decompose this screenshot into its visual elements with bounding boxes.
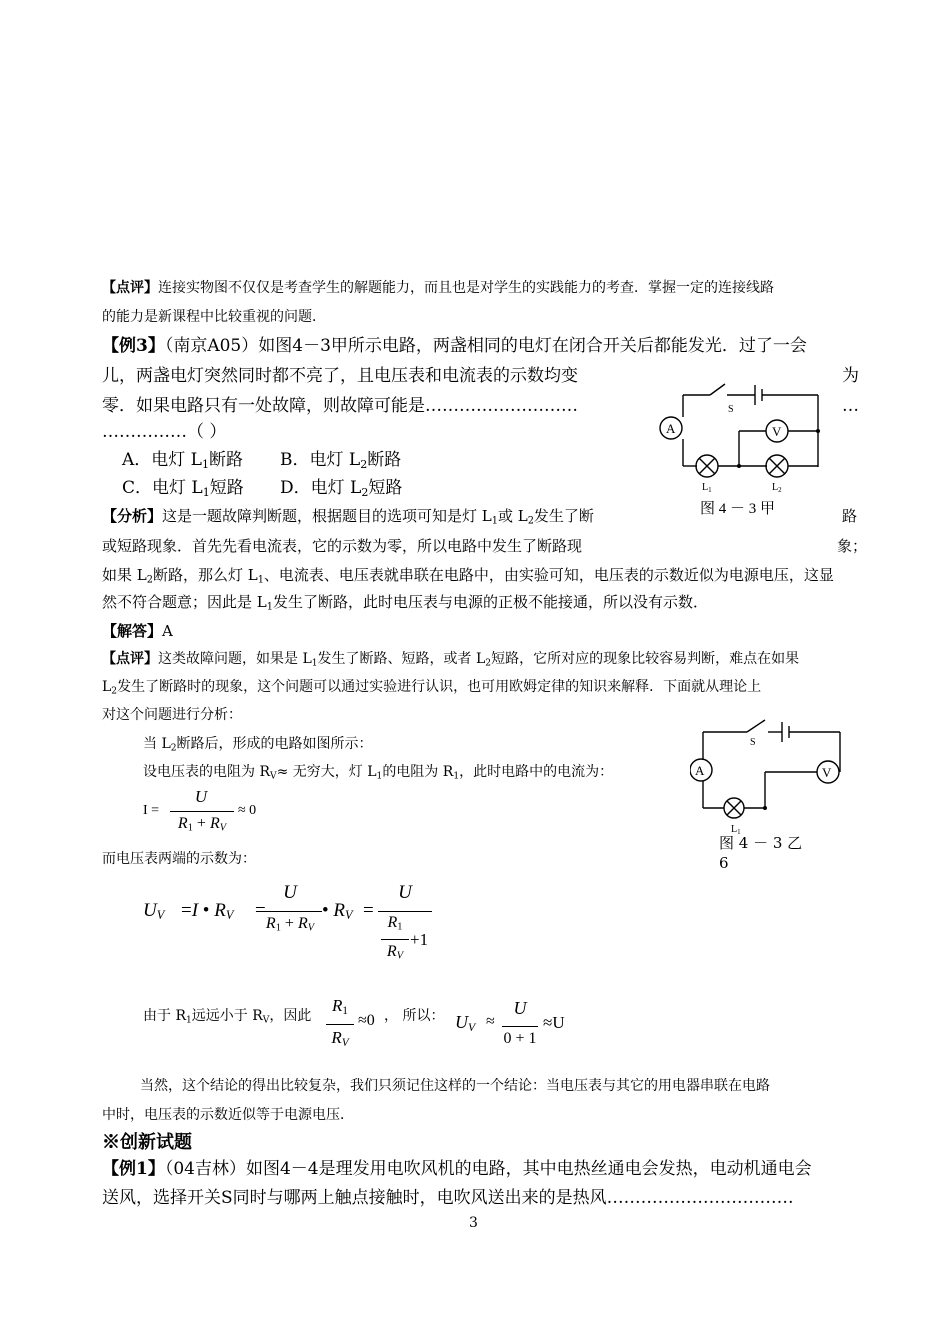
circuit-figure-4-3-yi — [690, 712, 850, 840]
answer: 【解答】A — [102, 622, 173, 640]
analysis-line2-end: 象； — [837, 537, 868, 555]
page-number: 3 — [469, 1215, 478, 1231]
analysis-line1: 【分析】这是一题故障判断题，根据题目的选项可知是灯 $L_1$或 $L_2$发生了断 — [102, 507, 594, 527]
figure-4-3-yi-caption: 图 4 － 3 乙 — [719, 834, 803, 852]
review2-line4: 当 $L_2$断路后，形成的电路如图所示： — [143, 736, 373, 754]
review2-line6: 而电压表两端的示数为： — [102, 851, 256, 867]
lamp-label: $L_1$ — [731, 824, 741, 836]
option-b: B．电灯 $L_2$断路 — [280, 450, 402, 471]
analysis-line4: 然不符合题意；因此是 $L_1$发生了断路，此时电压表与电源的正极不能接通，所以没有示数． — [102, 593, 708, 613]
figure-caption: 图 4 － 3 甲 — [700, 501, 776, 517]
voltmeter-icon: V — [822, 765, 832, 780]
section-title: ※创新试题 — [102, 1132, 192, 1153]
review2-line5: 设电压表的电阻为 $R_V\approx$ 无穷大，灯 $L_1$的电阻为 $R_1$，此时电路中的电流为： — [143, 764, 614, 782]
example-1-line1: 【例1】（04吉林）如图4－4是理发用电吹风机的电路，其中电热丝通电会发热，电动机通电会 — [102, 1159, 812, 1179]
example-1-line2: 送风，选择开关S同时与哪两上触点接触时，电吹风送出来的是热风…………………………… — [102, 1188, 794, 1208]
ammeter-icon: A — [695, 763, 705, 778]
figure-4-3-yi-caption-number: 6 — [719, 854, 729, 872]
option-a: A．电灯 $L_1$断路 — [122, 450, 244, 471]
example-3-line1: 【例3】（南京A05）如图4－3甲所示电路，两盏相同的电灯在闭合开关后都能发光．过了一会 — [102, 336, 807, 356]
example-3-line4: ……………（ ） — [102, 422, 227, 442]
review2-line3: 对这个问题进行分析： — [102, 707, 242, 723]
option-d: D．电灯 $L_2$短路 — [280, 478, 403, 499]
review2-line1: 【点评】这类故障问题，如果是 $L_1$发生了断路、短路，或者 $L_2$短路，它所对应的现象比较容易判断，难点在如果 — [102, 651, 800, 669]
example-3-line3: 零．如果电路只有一处故障，则故障可能是……………………… — [102, 396, 578, 416]
switch-label: S — [728, 404, 734, 415]
option-c: C．电灯 $L_1$短路 — [122, 478, 244, 499]
review2-line9: 中时，电压表的示数近似等于电源电压． — [102, 1107, 354, 1123]
example-3-line2: 儿，两盏电灯突然同时都不亮了，且电压表和电流表的示数均变 — [102, 366, 578, 386]
switch-label: S — [750, 737, 756, 748]
review2-line7b: ， 所以： — [384, 1008, 445, 1024]
analysis-line2: 或短路现象．首先先看电流表，它的示数为零，所以电路中发生了断路现 — [102, 537, 583, 555]
ammeter-icon: A — [666, 421, 676, 436]
analysis-line3: 如果 $L_2$断路，那么灯 $L_1$、电流表、电压表就串联在电路中，由实验可知，电压表的示数近似为电源电压，这显 — [102, 566, 834, 586]
circuit-figure-4-3-jia — [655, 372, 835, 520]
lamp-1-label: $L_1$ — [702, 482, 712, 494]
review-paragraph-1: 【点评】连接实物图不仅仅是考查学生的解题能力，而且也是对学生的实践能力的考查．掌握一定的连接线路 — [102, 280, 774, 296]
review2-line2: $L_2$发生了断路时的现象，这个问题可以通过实验进行认识，也可用欧姆定律的知识来解释．下面就从理论上 — [102, 679, 762, 697]
review2-line7a: 由于 $R_1$远远小于 $R_V$，因此 — [143, 1008, 312, 1026]
analysis-line1-end: 路 — [842, 507, 858, 525]
lamp-2-label: $L_2$ — [772, 482, 782, 494]
example-3-line3-end: … — [842, 396, 859, 416]
review-paragraph-1-line2: 的能力是新课程中比较重视的问题． — [102, 309, 326, 325]
voltmeter-icon: V — [772, 424, 782, 439]
review-tag: 【点评】 — [102, 280, 158, 296]
review2-line8: 当然，这个结论的得出比较复杂，我们只须记住这样的一个结论：当电压表与其它的用电器串联在电路 — [140, 1078, 770, 1094]
example-3-line2-end: 为 — [842, 366, 859, 386]
